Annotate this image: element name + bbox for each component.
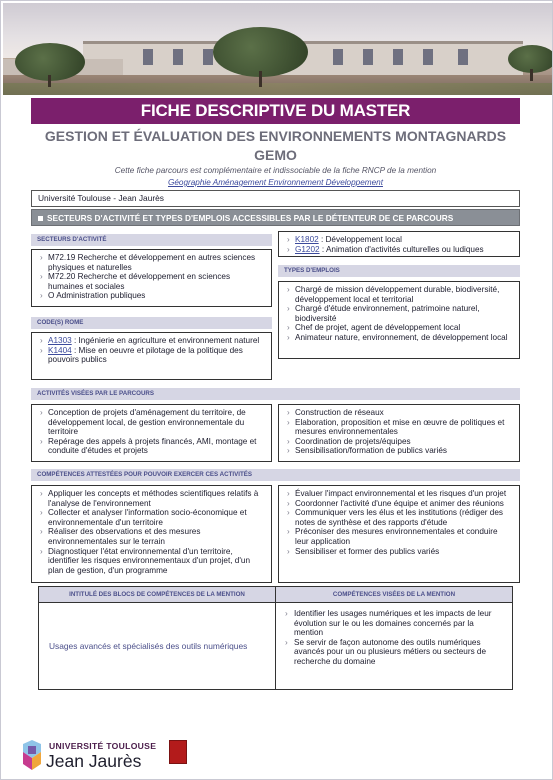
list-item: › Communiquer vers les élus et les institutions (rédiger des notes de synthèse et des rapports d'étude: [289, 508, 513, 527]
rome-box: [31, 332, 272, 380]
list-item: › Repérage des appels à projets financés, AMI, montage et conduite d'études et projets: [42, 437, 265, 456]
competences-box-right: [278, 485, 520, 583]
header-activites: ACTIVITÉS VISÉES PAR LE PARCOURS: [31, 388, 520, 400]
table-cell-block-title: Usages avancés et spécialisés des outils numériques: [39, 603, 276, 689]
list-item: › Sensibiliser et former des publics variés: [289, 547, 513, 557]
rome-code-link[interactable]: K1404: [48, 345, 72, 355]
list-item: › Coordonner l'activité d'une équipe et animer des réunions: [289, 499, 513, 509]
logo-line1: UNIVERSITÉ TOULOUSE: [49, 741, 157, 751]
rome-label: : Mise en oeuvre et pilotage de la politique des pouvoirs publics: [48, 345, 243, 365]
square-bullet-icon: [38, 216, 43, 221]
campus-banner-image: [3, 3, 552, 95]
list-item-text: Se servir de façon autonome des outils numériques avancés pour un ou plusieurs métiers ou secteurs de recherche du domaine: [293, 637, 487, 666]
rome-label: : Développement local: [318, 235, 402, 244]
list-item: › Chargé de mission développement durable, biodiversité, développement local et territorial: [289, 285, 513, 304]
university-name: Université Toulouse - Jean Jaurès: [31, 190, 520, 207]
seal-icon: [169, 740, 187, 764]
list-item: › O Administration publiques: [42, 291, 265, 301]
activites-box-right: [278, 404, 520, 462]
activites-box-left: [31, 404, 272, 462]
list-item: [289, 245, 513, 255]
list-item: › Réaliser des observations et des mesures environnementales sur le terrain: [42, 527, 265, 546]
list-item: › Chargé d'étude environnement, patrimoine naturel, biodiversité: [289, 304, 513, 323]
competences-box-left: [31, 485, 272, 583]
rome-code-link[interactable]: A1303: [48, 336, 72, 345]
university-logo-mark-icon: [19, 738, 45, 772]
university-logo: [19, 736, 194, 776]
list-item: › Animateur nature, environnement, de développement local: [289, 333, 513, 343]
section-bar-secteurs: [31, 209, 520, 226]
mention-link[interactable]: Géographie Aménagement Environnement Développement: [168, 178, 383, 187]
list-item: › Évaluer l'impact environnemental et les risques d'un projet: [289, 489, 513, 499]
rome-label: : Ingénierie en agriculture et environnement naturel: [71, 336, 260, 345]
table-column-header: INTITULÉ DES BLOCS DE COMPÉTENCES DE LA MENTION: [39, 587, 276, 602]
rome-code-link[interactable]: K1802: [295, 235, 319, 244]
secteurs-box: [31, 249, 272, 307]
intro-note: [31, 165, 520, 189]
list-item: › Construction de réseaux: [289, 408, 513, 418]
list-item: › Se servir de façon autonome des outils numériques avancés pour un ou plusieurs métiers ou secteurs de recherche du domaine: [284, 637, 487, 666]
list-item: [42, 336, 265, 346]
rome-label: : Animation d'activités culturelles ou ludiques: [319, 244, 484, 254]
list-item: › Chef de projet, agent de développement local: [289, 323, 513, 333]
list-item: › Diagnostiquer l'état environnemental d'un territoire, identifier les risques environnementaux d'un projet, d'un plan de gestion, d'un programme: [42, 547, 265, 576]
list-item: [42, 346, 265, 365]
table-row: [39, 603, 512, 689]
table-cell-competences: [276, 603, 512, 689]
rome-code-link[interactable]: G1202: [295, 244, 320, 254]
list-item: › Préconiser des mesures environnementales et conduire leur application: [289, 527, 513, 546]
table-column-header: COMPÉTENCES VISÉES DE LA MENTION: [332, 591, 456, 598]
rome-box-right: [278, 231, 520, 257]
intro-note-text: Cette fiche parcours est complémentaire et indissociable de la fiche RNCP de la mention: [114, 166, 437, 175]
list-item: [289, 235, 513, 245]
master-title-line1: GESTION ET ÉVALUATION DES ENVIRONNEMENTS MONTAGNARDS: [44, 128, 507, 144]
list-item: › Identifier les usages numériques et les impacts de leur évolution sur le ou les domaines concernés par la mention: [284, 609, 492, 638]
header-rome: CODE(S) ROME: [31, 317, 272, 329]
master-title-line2: GEMO: [254, 147, 297, 163]
list-item: › Appliquer les concepts et méthodes scientifiques relatifs à l'analyse de l'environnement: [42, 489, 265, 508]
header-secteurs: SECTEURS D'ACTIVITÉ: [31, 234, 272, 246]
list-item: › Collecter et analyser l'information socio-économique et environnementale d'un territoire: [42, 508, 265, 527]
header-emplois: TYPES D'EMPLOIS: [278, 265, 520, 277]
page-title: FICHE DESCRIPTIVE DU MASTER: [31, 98, 520, 124]
master-title: [31, 127, 520, 165]
list-item: › M72.19 Recherche et développement en autres sciences physiques et naturelles: [42, 253, 265, 272]
list-item: › Coordination de projets/équipes: [289, 437, 513, 447]
section-bar-label: SECTEURS D'ACTIVITÉ ET TYPES D'EMPLOIS ACCESSIBLES PAR LE DÉTENTEUR DE CE PARCOURS: [47, 213, 454, 223]
list-item-text: Identifier les usages numériques et les impacts de leur évolution sur le ou les domaines concernés par la mention: [293, 609, 492, 638]
table-header: [39, 587, 512, 603]
list-item: › Conception de projets d'aménagement du territoire, de développement local, de gestion environnementale du territoire: [42, 408, 265, 437]
list-item: › Elaboration, proposition et mise en œuvre de politiques et mesures environnementales: [289, 418, 513, 437]
list-item: › M72.20 Recherche et développement en sciences humaines et sociales: [42, 272, 265, 291]
list-item: › Sensibilisation/formation de publics variés: [289, 446, 513, 456]
header-competences: COMPÉTENCES ATTESTÉES POUR POUVOIR EXERCER CES ACTIVITÉS: [31, 469, 520, 481]
logo-line2: Jean Jaurès: [46, 751, 142, 771]
emplois-box: [278, 281, 520, 359]
competence-blocks-table: [38, 586, 513, 690]
